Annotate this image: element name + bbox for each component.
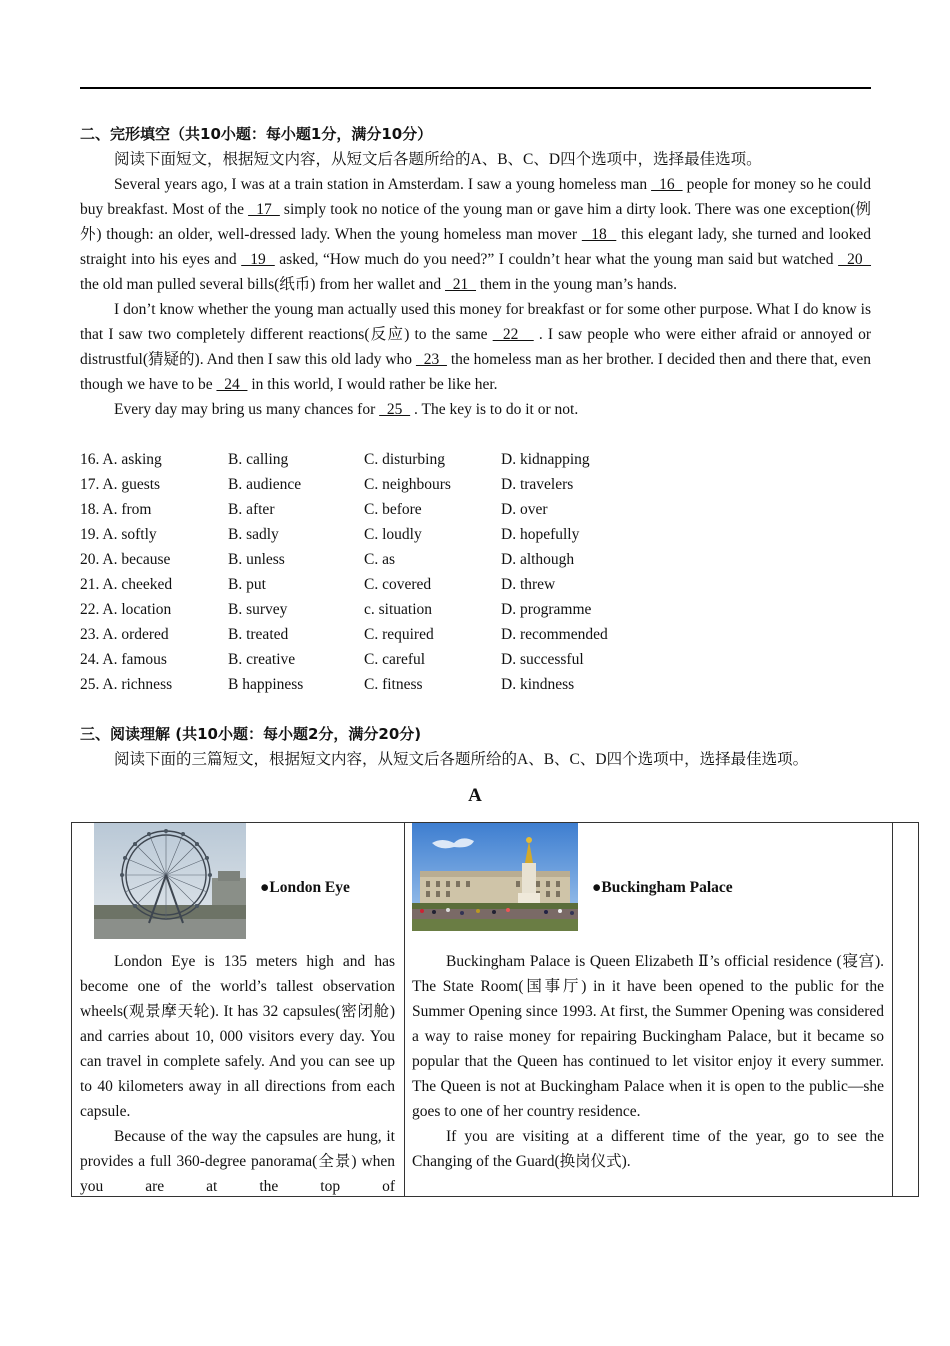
blank-18[interactable]: 18 [581,226,617,243]
option-choice[interactable]: D. successful [501,651,584,668]
text: simply took no notice of the young man or gave him a dirty look. There was one exception(例外) though: an older, well-dressed lady. When the young homeless man mover [80,201,871,243]
text: them in the young man’s hands. [476,276,678,293]
option-choice[interactable]: D. kidnapping [501,451,590,468]
option-row [80,497,680,522]
blank-21[interactable]: 21 [445,276,477,293]
option-choice[interactable]: D. programme [501,601,592,618]
text: in this world, I would rather be like her. [247,376,498,393]
option-choice[interactable]: C. careful [364,651,426,668]
text: people for money so he could buy breakfast. Most of the [80,176,871,218]
option-choice[interactable]: C. loudly [364,526,422,543]
option-choice[interactable]: D. hopefully [501,526,580,543]
text: Several years ago, I was at a train station in Amsterdam. I saw a young homeless man [114,176,652,193]
option-choice[interactable]: 22. A. location [80,601,172,618]
option-row [80,447,680,472]
option-choice[interactable]: B. after [228,501,275,518]
buckingham-paragraph-1: Buckingham Palace is Queen Elizabeth Ⅱ’s official residence (寝宫). The State Room(国事厅) in it have been opened to the public for the Summer Opening since 1993. At first, the Summer Opening was considered a way to raise money for repairing Buckingham Palace, but it became so popular that the Queen has continued to let visitor enjoy it every summer. The Queen is not at Buckingham Palace when it is open to the public—she goes to one of her country residence. [412,953,884,1120]
option-choice[interactable]: 20. A. because [80,551,171,568]
section-2-instruction: 阅读下面短文，根据短文内容，从短文后各题所给的A、B、C、D四个选项中，选择最佳选项。 [114,151,762,168]
option-row [80,622,680,647]
text: asked, “How much do you need?” I couldn’t hear what the young man said but watched [274,251,839,268]
blank-20[interactable]: 20 [838,251,872,268]
option-choice[interactable]: B. treated [228,626,289,643]
section-3-instruction: 阅读下面的三篇短文，根据短文内容，从短文后各题所给的A、B、C、D四个选项中，选择最佳选项。 [114,751,809,768]
london-eye-heading: ●London Eye [260,879,350,896]
option-choice[interactable]: D. threw [501,576,556,593]
option-choice[interactable]: 24. A. famous [80,651,167,668]
option-choice[interactable]: C. required [364,626,434,643]
london-eye-paragraph-2: Because of the way the capsules are hung, it provides a full 360-degree panorama(全景) when you are at the top of [80,1128,395,1195]
option-choice[interactable]: c. situation [364,601,433,618]
passage-letter: A [468,785,482,806]
option-choice[interactable]: 19. A. softly [80,526,157,543]
divider [892,823,893,1196]
buckingham-palace-photo [412,823,578,931]
option-row [80,522,680,547]
blank-25[interactable]: 25 [379,401,411,418]
option-choice[interactable]: D. travelers [501,476,574,493]
header-rule [80,87,871,89]
option-choice[interactable]: 16. A. asking [80,451,162,468]
option-choice[interactable]: 18. A. from [80,501,152,518]
option-choice[interactable]: C. covered [364,576,432,593]
buckingham-palace-text [412,949,884,1174]
blank-19[interactable]: 19 [241,251,275,268]
option-row [80,672,680,697]
option-row [80,597,680,622]
text: the old man pulled several bills(纸币) from her wallet and [80,276,446,293]
text: the homeless man as her brother. I decided then and there that, even though we have to be [80,351,871,393]
option-choice[interactable]: B. sadly [228,526,279,543]
option-choice[interactable]: 25. A. richness [80,676,173,693]
text: Every day may bring us many chances for [114,401,380,418]
london-eye-paragraph-1: London Eye is 135 meters high and has become one of the world’s tallest observation wheels(观景摩天轮). It has 32 capsules(密闭舱) and carries about 10, 000 visitors every day. You can travel in complete safely. And you can see up to 40 kilometers away in all directions from each capsule. [80,953,395,1120]
section-3-title: 三、阅读理解 (共10小题：每小题2分，满分20分) [80,725,422,743]
option-choice[interactable]: C. fitness [364,676,423,693]
text: I don’t know whether the young man actually used this money for breakfast or for some other purpose. What I do know is that I saw two completely different reactions(反应) to the same [80,301,871,343]
blank-16[interactable]: 16 [651,176,683,193]
option-choice[interactable]: B. creative [228,651,296,668]
section-3 [80,722,871,772]
option-row [80,472,680,497]
option-choice[interactable]: B. audience [228,476,302,493]
option-choice[interactable]: B. unless [228,551,285,568]
section-2 [80,122,871,422]
divider [404,823,405,1196]
option-choice[interactable]: D. over [501,501,548,518]
option-choice[interactable]: C. as [364,551,395,568]
option-choice[interactable]: 23. A. ordered [80,626,169,643]
section-2-title: 二、完形填空（共10小题：每小题1分，满分10分） [80,125,433,143]
blank-23[interactable]: 23 [415,351,447,368]
option-row [80,647,680,672]
text: this elegant lady, she turned and looked straight into his eyes and [80,226,872,268]
option-row [80,572,680,597]
blank-24[interactable]: 24 [216,376,248,393]
option-choice[interactable]: D. recommended [501,626,608,643]
blank-17[interactable]: 17 [248,201,280,218]
option-choice[interactable]: B. calling [228,451,289,468]
option-choice[interactable]: C. before [364,501,422,518]
option-choice[interactable]: D. kindness [501,676,575,693]
cloze-paragraph-2 [80,297,871,397]
cloze-options [80,447,680,697]
buckingham-palace-heading: ●Buckingham Palace [592,879,733,896]
option-choice[interactable]: D. although [501,551,575,568]
passage-a-table [71,822,919,1197]
option-row [80,547,680,572]
text: . The key is to do it or not. [410,401,579,418]
buckingham-paragraph-2: If you are visiting at a different time of the year, go to see the Changing of the Guard(换岗仪式). [412,1128,884,1170]
blank-22[interactable]: 22 [492,326,534,343]
london-eye-photo [94,823,246,939]
cloze-paragraph-1 [80,172,871,297]
option-choice[interactable]: B happiness [228,676,304,693]
text: . I saw people who were either afraid or annoyed or distrustful(猜疑的). And then I saw this old lady who [80,326,871,368]
cloze-paragraph-3 [80,397,871,422]
option-choice[interactable]: B. put [228,576,266,593]
option-choice[interactable]: C. neighbours [364,476,451,493]
london-eye-text [80,949,395,1199]
option-choice[interactable]: 21. A. cheeked [80,576,173,593]
option-choice[interactable]: B. survey [228,601,288,618]
option-choice[interactable]: 17. A. guests [80,476,161,493]
option-choice[interactable]: C. disturbing [364,451,445,468]
